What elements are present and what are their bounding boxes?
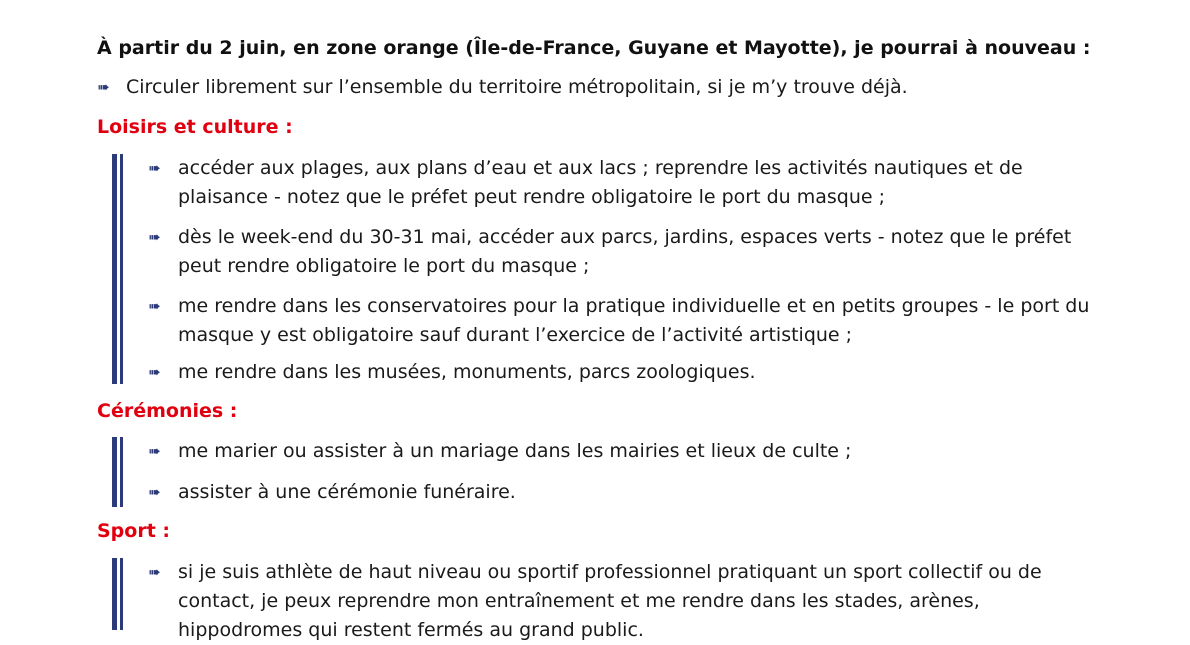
list-item bbox=[148, 358, 1110, 387]
list-item-text: me rendre dans les musées, monuments, parcs zoologiques. bbox=[178, 361, 756, 383]
arrow-bullet-icon: ➠ bbox=[148, 483, 161, 501]
list-item-text: si je suis athlète de haut niveau ou sportif professionnel pratiquant un sport collectif ou de contact, je peux reprendre mon entraînement et me rendre dans les stades, arènes, hippodromes qui restent fermés au grand public. bbox=[178, 561, 1042, 641]
list-item bbox=[148, 223, 1110, 281]
page-heading: À partir du 2 juin, en zone orange (Île-de-France, Guyane et Mayotte), je pourrai à nouveau : bbox=[97, 37, 1091, 59]
section-bar-decoration bbox=[112, 437, 123, 507]
list-item bbox=[148, 478, 1110, 507]
list-item-text: me marier ou assister à un mariage dans les mairies et lieux de culte ; bbox=[178, 440, 852, 462]
section-group-loisirs bbox=[112, 154, 1112, 384]
section-title-loisirs: Loisirs et culture : bbox=[97, 116, 293, 138]
list-item bbox=[148, 558, 1110, 645]
section-title-sport: Sport : bbox=[97, 520, 171, 542]
intro-item bbox=[97, 73, 908, 101]
list-item-text: dès le week-end du 30-31 mai, accéder aux parcs, jardins, espaces verts - notez que le préfet peut rendre obligatoire le port du masque ; bbox=[178, 226, 1072, 277]
arrow-bullet-icon: ➠ bbox=[148, 228, 161, 246]
arrow-bullet-icon: ➠ bbox=[148, 442, 161, 460]
list-item bbox=[148, 437, 1110, 466]
section-bar-decoration bbox=[112, 154, 123, 384]
arrow-bullet-icon: ➠ bbox=[148, 297, 161, 315]
arrow-bullet-icon: ➠ bbox=[97, 78, 110, 96]
list-item bbox=[148, 292, 1110, 350]
section-group-sport bbox=[112, 558, 1112, 641]
section-group-ceremonies bbox=[112, 437, 1112, 507]
list-item-text: accéder aux plages, aux plans d’eau et aux lacs ; reprendre les activités nautiques et de plaisance - notez que le préfet peut rendre obligatoire le port du masque ; bbox=[178, 157, 1023, 208]
intro-text: Circuler librement sur l’ensemble du territoire métropolitain, si je m’y trouve déjà. bbox=[126, 76, 908, 98]
section-title-ceremonies: Cérémonies : bbox=[97, 400, 238, 422]
arrow-bullet-icon: ➠ bbox=[148, 159, 161, 177]
section-bar-decoration bbox=[112, 558, 123, 630]
arrow-bullet-icon: ➠ bbox=[148, 563, 161, 581]
list-item bbox=[148, 154, 1110, 212]
arrow-bullet-icon: ➠ bbox=[148, 363, 161, 381]
list-item-text: me rendre dans les conservatoires pour la pratique individuelle et en petits groupes - le port du masque y est obligatoire sauf durant l’exercice de l’activité artistique ; bbox=[178, 295, 1090, 346]
list-item-text: assister à une cérémonie funéraire. bbox=[178, 481, 516, 503]
